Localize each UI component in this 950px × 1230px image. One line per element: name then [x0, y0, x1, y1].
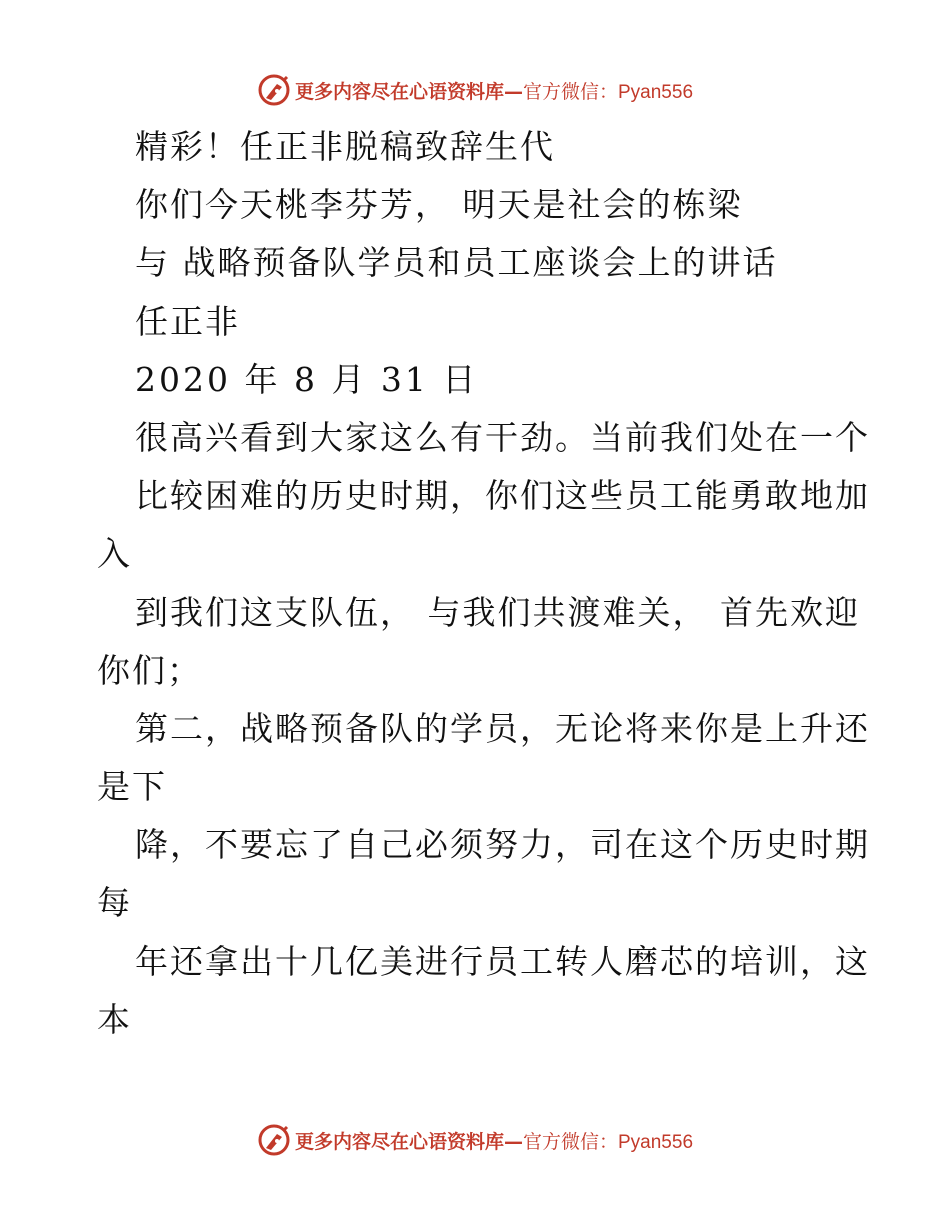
banner-text — [295, 77, 693, 104]
pen-nib-circle-icon — [257, 1123, 291, 1157]
doc-line: 你们； — [97, 650, 202, 690]
doc-line: 入 — [97, 534, 132, 574]
banner-account: Pyan556 — [618, 81, 694, 103]
doc-line: 是下 — [97, 767, 167, 807]
doc-line: 本 — [97, 999, 132, 1039]
banner-suffix-text: 官方微信： — [522, 1130, 618, 1153]
banner-main-text: 更多内容尽在心语资料库— — [294, 1130, 523, 1153]
doc-line: 每 — [97, 883, 132, 923]
doc-line: 很高兴看到大家这么有干劲。当前我们处在一个 — [135, 417, 870, 457]
doc-line-date: 2020 年 8 月 31 日 — [135, 359, 479, 399]
document-body — [97, 118, 870, 1049]
doc-line: 年还拿出十几亿美进行员工转人磨芯的培训，这 — [135, 941, 870, 981]
doc-line-author: 任正非 — [135, 301, 240, 341]
doc-line-occasion: 与 战略预备队学员和员工座谈会上的讲话 — [135, 243, 778, 283]
banner-main-text: 更多内容尽在心语资料库— — [294, 80, 523, 103]
pen-nib-circle-icon — [257, 73, 291, 107]
doc-line: 第二，战略预备队的学员，无论将来你是上升还 — [135, 708, 870, 748]
doc-line-subtitle: 你们今天桃李芬芳， 明天是社会的栋梁 — [135, 185, 743, 225]
doc-line: 降，不要忘了自己必须努力，司在这个历史时期 — [135, 825, 870, 865]
doc-line: 比较困难的历史时期，你们这些员工能勇敢地加 — [135, 476, 870, 516]
banner-text — [295, 1127, 693, 1154]
header-banner — [0, 70, 950, 110]
footer-banner — [0, 1120, 950, 1160]
banner-suffix-text: 官方微信： — [522, 80, 618, 103]
doc-line-title: 精彩！任正非脱稿致辞生代 — [135, 127, 555, 166]
doc-line: 到我们这支队伍， 与我们共渡难关， 首先欢迎 — [135, 592, 860, 632]
banner-account: Pyan556 — [618, 1131, 694, 1153]
